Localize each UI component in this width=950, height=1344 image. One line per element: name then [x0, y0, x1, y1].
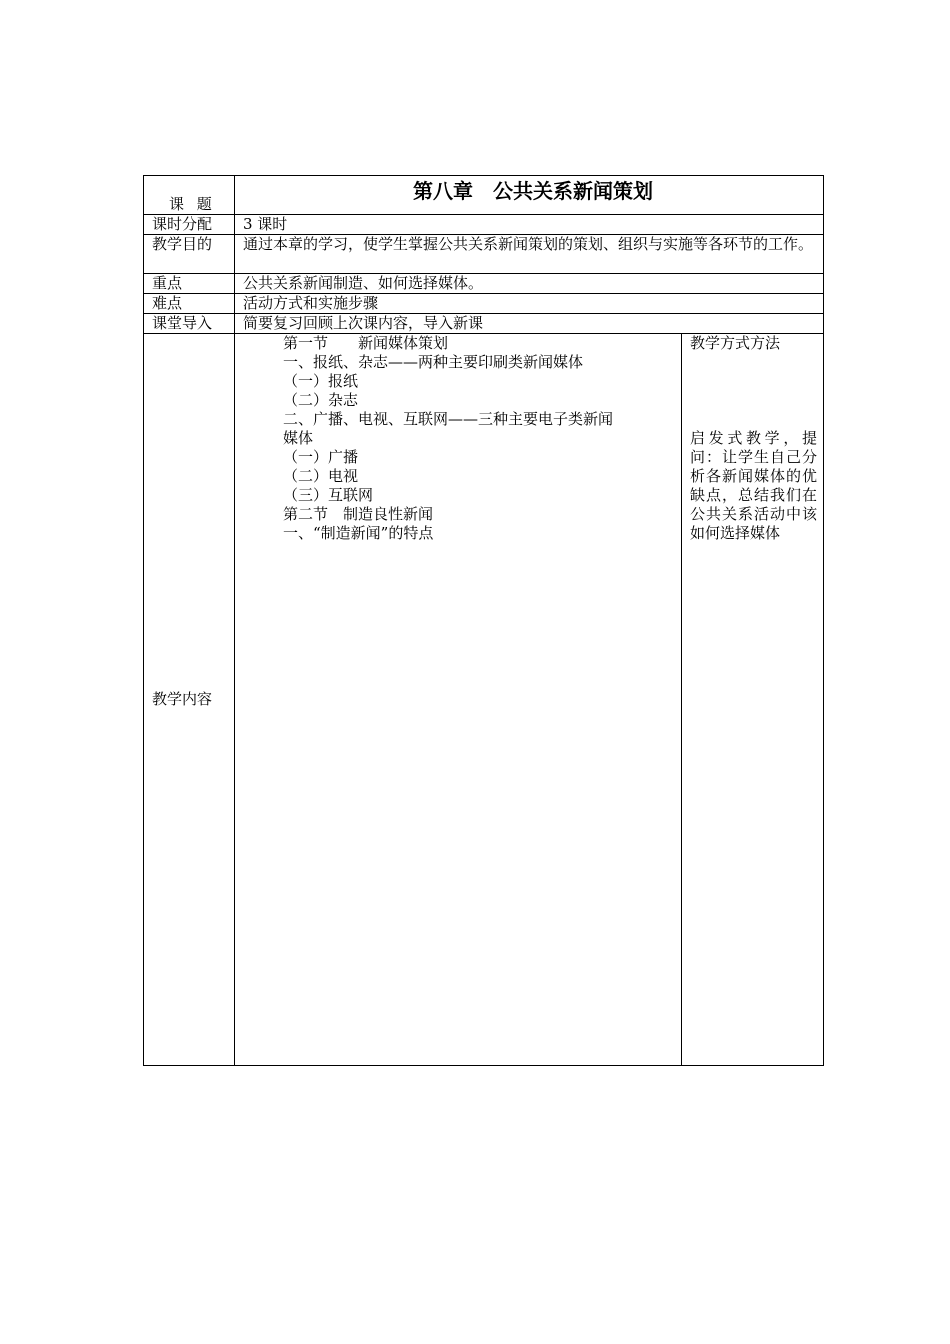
title-label: 课 题 — [144, 176, 235, 215]
row-content — [144, 334, 824, 1066]
focus-label: 重点 — [144, 274, 235, 294]
intro-label: 课堂导入 — [144, 314, 235, 334]
content-line: （二）杂志 — [283, 391, 359, 409]
content-label: 教学内容 — [144, 334, 235, 1066]
content-line: 一、“制造新闻”的特点 — [283, 524, 434, 542]
content-line: 媒体 — [283, 429, 314, 447]
goal-label: 教学目的 — [144, 235, 235, 274]
content-line: 第一节 新闻媒体策划 — [283, 334, 449, 352]
content-line: （一）报纸 — [283, 372, 359, 390]
hours-label: 课时分配 — [144, 215, 235, 235]
content-line: （二）电视 — [283, 467, 359, 485]
lesson-title-cell — [235, 176, 824, 215]
content-line: （一）广播 — [283, 448, 359, 466]
lesson-title: 第八章 公共关系新闻策划 — [413, 179, 653, 203]
method-text: 启发式教学，提问：让学生自己分析各新闻媒体的优缺点，总结我们在公共关系活动中该如何选择媒体 — [690, 429, 817, 542]
focus-value: 公共关系新闻制造、如何选择媒体。 — [235, 274, 824, 294]
row-focus — [144, 274, 824, 294]
intro-value: 简要复习回顾上次课内容，导入新课 — [235, 314, 824, 334]
row-hours — [144, 215, 824, 235]
lesson-plan-table — [143, 175, 824, 1066]
row-goal — [144, 235, 824, 274]
content-cell — [235, 334, 682, 1066]
difficulty-label: 难点 — [144, 294, 235, 314]
hours-value: 3 课时 — [235, 215, 824, 235]
content-line: 二、广播、电视、互联网——三种主要电子类新闻 — [283, 410, 614, 428]
row-difficulty — [144, 294, 824, 314]
method-cell — [682, 334, 824, 1066]
row-intro — [144, 314, 824, 334]
difficulty-value: 活动方式和实施步骤 — [235, 294, 824, 314]
content-line: （三）互联网 — [283, 486, 374, 504]
goal-value: 通过本章的学习，使学生掌握公共关系新闻策划的策划、组织与实施等各环节的工作。 — [235, 235, 824, 274]
row-title — [144, 176, 824, 215]
method-label: 教学方式方法 — [690, 334, 781, 352]
content-line: 第二节 制造良性新闻 — [283, 505, 434, 523]
content-line: 一、报纸、杂志——两种主要印刷类新闻媒体 — [283, 353, 584, 371]
